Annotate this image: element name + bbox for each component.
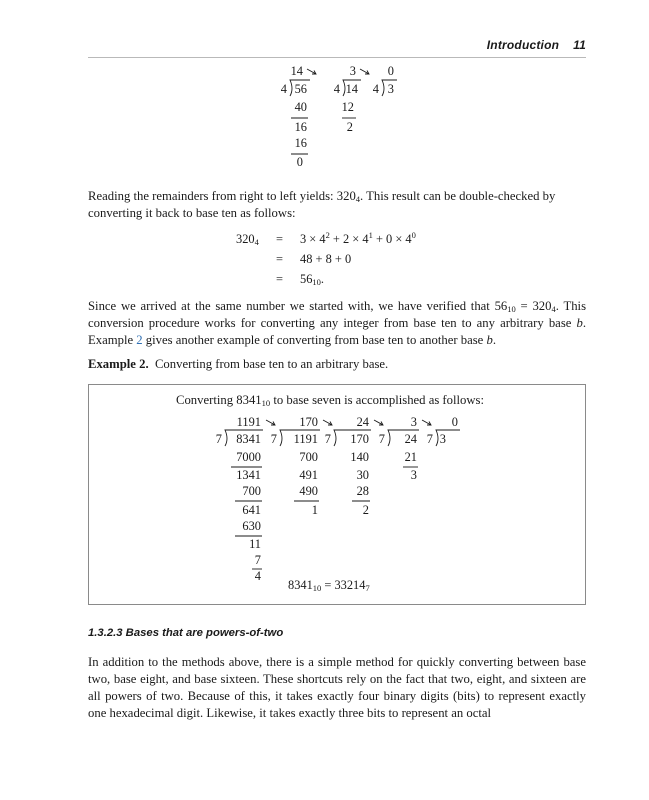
- work-value: 2: [362, 503, 369, 517]
- arrow-icon: [422, 420, 431, 425]
- work-value: 630: [242, 519, 261, 533]
- quotient: 24: [356, 415, 369, 429]
- work-value: 40: [294, 100, 307, 114]
- dividend: 56: [294, 82, 307, 96]
- equation-eq: =: [276, 272, 283, 286]
- arrow-icon: [360, 69, 369, 74]
- arrow-icon: [266, 420, 275, 425]
- work-value: 490: [299, 484, 318, 498]
- divisor: 4: [280, 82, 287, 96]
- quotient: 0: [451, 415, 458, 429]
- equation-eq: =: [276, 252, 283, 266]
- example-link[interactable]: 2: [136, 333, 143, 347]
- work-value: 4: [254, 569, 261, 583]
- work-value: 12: [341, 100, 354, 114]
- divisor: 4: [333, 82, 340, 96]
- paragraph-2: Since we arrived at the same number we started with, we have verified that $56_{10} = 320_4$. This conversion procedure works for converting any integer from base ten to any arbitrary base b. Example 2 gives another example of converting from base ten to another base b.: [88, 299, 587, 347]
- work-value: 641: [242, 503, 261, 517]
- divisor: 7: [215, 432, 222, 446]
- dividend: 8341: [236, 432, 261, 446]
- paragraph-1: Reading the remainders from right to left yields: $320_4$. This result can be double-checked by converting it back to base ten as follows:: [88, 189, 556, 220]
- work-value: 1341: [236, 468, 261, 482]
- division-diagram-base7: [205, 413, 475, 583]
- example-heading: [88, 357, 388, 372]
- dividend: 170: [350, 432, 369, 446]
- work-value: 30: [356, 468, 369, 482]
- arrow-icon: [307, 69, 316, 74]
- work-value: 7000: [236, 450, 261, 464]
- quotient: 170: [299, 415, 318, 429]
- work-value: 140: [350, 450, 369, 464]
- work-value: 1: [311, 503, 318, 517]
- quotient: 3: [410, 415, 417, 429]
- work-value: 28: [356, 484, 369, 498]
- equation-eq: =: [276, 232, 283, 246]
- work-value: 700: [242, 484, 261, 498]
- quotient: 14: [290, 64, 303, 78]
- page-number: 11: [573, 38, 586, 52]
- work-value: 7: [254, 553, 261, 567]
- work-value: 491: [299, 468, 318, 482]
- example-intro: Converting $8341_{10}$ to base seven is accomplished as follows:: [176, 393, 485, 408]
- example-result: $8341_{10} = 33214_7$: [288, 578, 370, 593]
- arrow-icon: [374, 420, 383, 425]
- divisor: 7: [324, 432, 331, 446]
- chapter-title: Introduction: [486, 38, 560, 52]
- divisor: 7: [270, 432, 277, 446]
- work-value: 21: [404, 450, 417, 464]
- quotient: 0: [387, 64, 394, 78]
- equation-row-1: $3 \times 4^2 + 2 \times 4^1 + 0 \times 4^0$: [300, 230, 416, 246]
- work-value: 11: [249, 537, 261, 551]
- running-header: [487, 38, 586, 52]
- dividend: 1191: [293, 432, 318, 446]
- header-rule: [88, 57, 586, 58]
- work-value: 700: [299, 450, 318, 464]
- divisor: 4: [372, 82, 379, 96]
- dividend: 3: [387, 82, 394, 96]
- work-value: 3: [410, 468, 417, 482]
- section-heading: 1.3.2.3 Bases that are powers-of-two: [88, 627, 284, 639]
- division-diagram-base4: [270, 62, 410, 172]
- example-title: Converting from base ten to an arbitrary base.: [154, 357, 389, 371]
- dividend: 14: [345, 82, 358, 96]
- equation-row-2: 48 + 8 + 0: [300, 252, 352, 266]
- arrow-icon: [323, 420, 332, 425]
- dividend: 3: [439, 432, 446, 446]
- divisor: 7: [426, 432, 433, 446]
- work-value: 2: [346, 120, 353, 134]
- equation-row-3: $56_{10}$.: [300, 272, 324, 287]
- work-value: 16: [294, 136, 307, 150]
- equation-lhs: $320_4$: [236, 232, 259, 247]
- dividend: 24: [404, 432, 417, 446]
- quotient: 3: [349, 64, 356, 78]
- example-label: Example 2.: [88, 357, 149, 371]
- work-value: 0: [296, 155, 303, 169]
- divisor: 7: [378, 432, 385, 446]
- paragraph-3: In addition to the methods above, there is a simple method for quickly converting between base two, base eight, and base sixteen. These shortcuts rely on the fact that two, eight, and sixteen are all powers of two. Because of this, it takes exactly four binary digits (bits) to represent exactly one hexadecimal digit. Likewise, it takes exactly three bits to represent an octal: [88, 655, 586, 720]
- work-value: 16: [294, 120, 307, 134]
- quotient: 1191: [236, 415, 261, 429]
